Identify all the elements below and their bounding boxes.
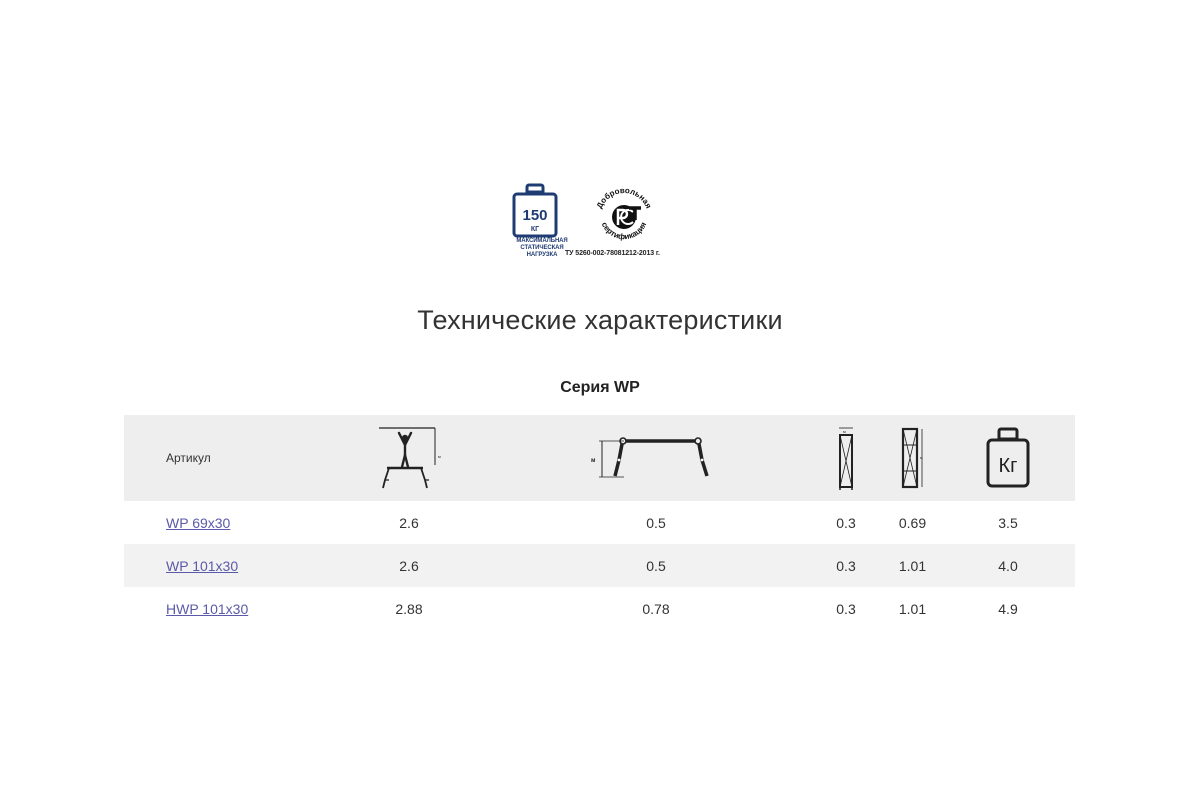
platform-height-cell: 0.5: [646, 514, 666, 531]
weight-badge-unit: КГ: [530, 226, 540, 233]
page-title: Технические характеристики: [417, 305, 783, 335]
folded-thickness-cell: 0.3: [808, 544, 884, 587]
article-cell: [124, 544, 314, 587]
folded-length-icon: [900, 425, 926, 491]
platform-height-cell: 0.5: [504, 544, 808, 587]
weight-icon-label: Кг: [998, 455, 1018, 477]
weight-badge-caption-line: НАГРУЗКА: [526, 252, 558, 258]
article-cell: [124, 587, 314, 630]
rst-logo-icon: [591, 182, 657, 248]
platform-height-icon: [591, 433, 718, 483]
folded-thickness-header: [808, 415, 884, 501]
folded-length-cell: 0.69: [898, 514, 927, 531]
max-height-icon: [377, 425, 441, 491]
folded-length-cell: 1.01: [898, 600, 927, 617]
weight-cell: 4.9: [998, 600, 1018, 617]
table-row: [124, 544, 1075, 587]
folded-thickness-cell: 0.3: [836, 600, 856, 617]
rst-arc-top-text: Добровольная: [594, 185, 654, 210]
tu-specification-text: ТУ 5260-002-78081212-2013 г.: [565, 250, 660, 257]
spec-table: [124, 415, 1075, 630]
svg-text:м: м: [843, 429, 846, 434]
svg-text:м: м: [919, 455, 923, 460]
max-height-cell: 2.88: [395, 600, 423, 617]
certification-badges: [505, 182, 695, 264]
series-title: Серия WP: [560, 379, 640, 396]
max-height-header: [314, 415, 504, 501]
folded-length-cell: 1.01: [884, 544, 941, 587]
folded-thickness-cell: 0.3: [836, 514, 856, 531]
weight-badge-caption-line: МАКСИМАЛЬНАЯ: [516, 238, 568, 244]
weight-badge-icon: [511, 182, 559, 238]
weight-header: [941, 415, 1075, 501]
weight-badge-caption-line: СТАТИЧЕСКАЯ: [520, 245, 564, 251]
max-height-cell: 2.6: [399, 514, 419, 531]
article-link-wp-69x30[interactable]: WP 69x30: [166, 514, 231, 531]
weight-badge-caption: [511, 238, 573, 259]
max-load-badge: [511, 182, 568, 262]
folded-length-header: [884, 415, 941, 501]
article-link-hwp-101x30[interactable]: HWP 101x30: [166, 600, 249, 617]
platform-height-cell: 0.78: [642, 600, 670, 617]
table-row: [124, 501, 1075, 544]
weight-cell: 3.5: [998, 514, 1018, 531]
spec-table-header: [124, 415, 1075, 501]
platform-height-header: [504, 415, 808, 501]
weight-badge-value: 150: [522, 207, 548, 224]
folded-thickness-icon: [837, 425, 855, 491]
weight-icon: [986, 426, 1030, 490]
svg-text:м: м: [438, 454, 441, 459]
table-row: [124, 587, 1075, 630]
rst-arc-bottom-text: сертификация: [599, 220, 649, 242]
rst-certification-badge: [591, 182, 657, 248]
max-height-cell: 2.6: [314, 544, 504, 587]
article-cell: [124, 501, 314, 544]
weight-cell: 4.0: [941, 544, 1075, 587]
article-header: Артикул: [124, 415, 314, 501]
svg-text:м: м: [591, 458, 596, 464]
article-link-wp-101x30[interactable]: WP 101x30: [166, 557, 239, 574]
